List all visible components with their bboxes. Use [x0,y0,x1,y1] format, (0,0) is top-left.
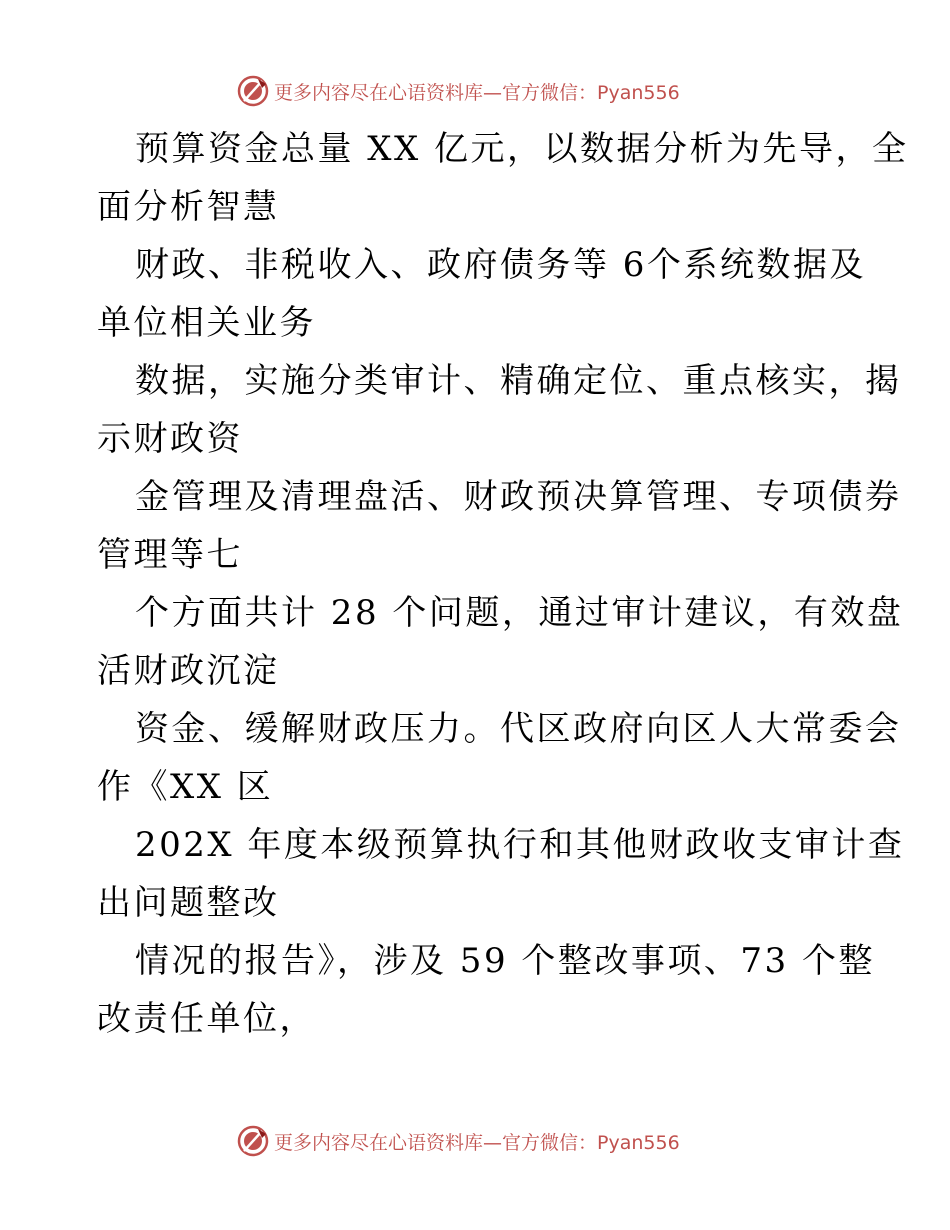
paragraph-1 [97,120,909,236]
footer-watermark [236,1124,680,1158]
text-line: 数据，实施分类审计、精确定位、重点核实，揭 [135,361,902,401]
paragraph-4 [97,468,902,584]
text-line: 改责任单位， [97,999,316,1039]
text-line: 面分析智慧 [97,187,280,227]
pen-seal-icon [236,74,270,108]
text-line: 资金、缓解财政压力。代区政府向区人大常委会 [135,709,902,749]
watermark-wechat: 官方微信：Pyan556 [502,1131,680,1154]
watermark-wechat: 官方微信：Pyan556 [502,81,680,104]
text-line: 活财政沉淀 [97,651,280,691]
paragraph-3 [97,352,902,468]
text-line: 财政、非税收入、政府债务等 6个系统数据及 [135,245,866,285]
paragraph-2 [97,236,866,352]
text-line: 个方面共计 28 个问题，通过审计建议，有效盘 [135,593,904,633]
text-line: 金管理及清理盘活、财政预决算管理、专项债券 [135,477,902,517]
text-line: 情况的报告》，涉及 59 个整改事项、73 个整 [135,941,875,981]
header-watermark [236,74,680,108]
watermark-text: 更多内容尽在心语资料库— [274,1131,503,1154]
text-line: 管理等七 [97,535,243,575]
paragraph-6 [97,700,902,816]
paragraph-8 [97,932,875,1048]
text-line: 示财政资 [97,419,243,459]
text-line: 单位相关业务 [97,303,316,343]
text-line: 预算资金总量 XX 亿元，以数据分析为先导，全 [135,129,909,169]
text-line: 202X 年度本级预算执行和其他财政收支审计查 [135,825,905,865]
document-body [97,120,909,1048]
text-line: 出问题整改 [97,883,280,923]
pen-seal-icon [236,1124,270,1158]
paragraph-7 [97,816,905,932]
text-line: 作《XX 区 [97,767,274,807]
watermark-text: 更多内容尽在心语资料库— [274,81,503,104]
paragraph-5 [97,584,904,700]
